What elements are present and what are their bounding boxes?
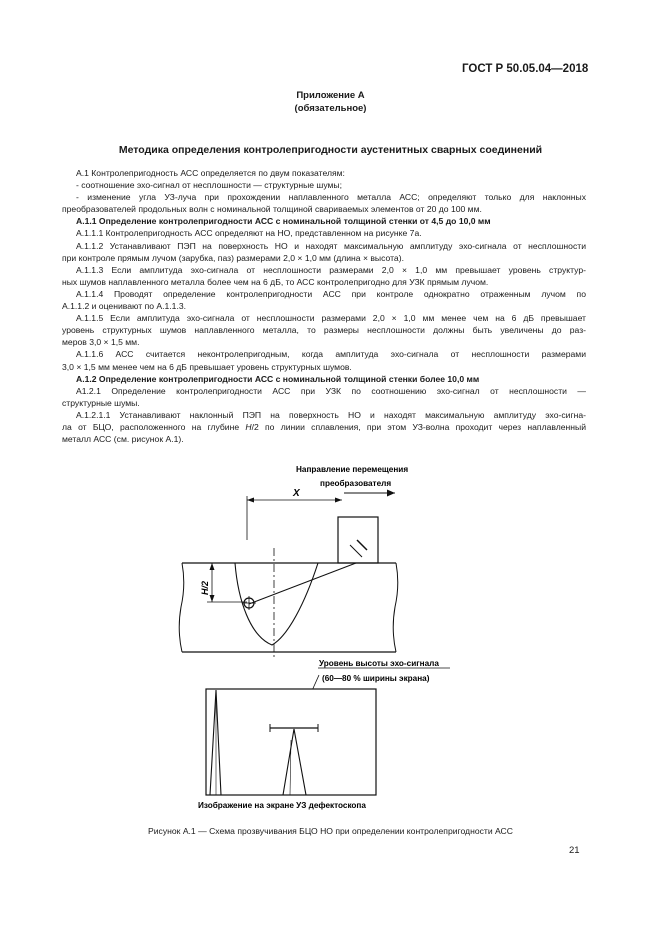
paragraph: А.1.1.4 Проводят определение контролепригодности АСС при контроле однократно отраженным лучом по bbox=[76, 288, 586, 299]
dimension-h2-label: H/2 bbox=[200, 580, 210, 595]
text-run: /2 по линии сплавления, при этом УЗ-волна проходит через наплавленный bbox=[251, 421, 586, 432]
paragraph: А.1.1.1 Контролепригодность АСС определяют на НО, представленном на рисунке 7а. bbox=[76, 228, 422, 239]
paragraph: А.1.1.2 Устанавливают ПЭП на поверхность НО и находят максимальную амплитуду эхо-сигнала от несплошности bbox=[76, 240, 586, 251]
direction-label-2: преобразователя bbox=[320, 479, 392, 488]
dimension-arrowhead bbox=[335, 498, 342, 503]
screen-label: Изображение на экране УЗ дефектоскопа bbox=[198, 801, 366, 810]
dimension-arrowhead bbox=[210, 563, 215, 570]
direction-arrowhead bbox=[387, 490, 395, 497]
figure-caption: Рисунок А.1 — Схема прозвучивания БЦО НО при определении контролепригодности АСС bbox=[148, 826, 513, 836]
paragraph-line: металл АСС (см. рисунок А.1). bbox=[62, 434, 184, 445]
dimension-arrowhead bbox=[210, 595, 215, 602]
paragraph-line: 3,0 × 1,5 мм менее чем на 6 дБ превышает уровень структурных шумов. bbox=[62, 361, 352, 372]
section-title: Методика определения контролепригодности аустенитных сварных соединений bbox=[118, 144, 543, 156]
plate-break-right bbox=[393, 563, 398, 652]
paragraph-line: меров 3,0 × 1,5 мм. bbox=[62, 337, 140, 348]
plate-break-left bbox=[179, 563, 184, 652]
annex-title: Приложение А bbox=[296, 90, 365, 101]
paragraph: А.1.1.5 Если амплитуда эхо-сигнала от несплошности размерами 2,0 × 1,0 мм менее чем на 6 дБ превышает bbox=[76, 313, 586, 324]
dimension-x-label: X bbox=[293, 488, 300, 499]
variable-h: H bbox=[245, 421, 252, 432]
echo-level-label-2: (60—80 % ширины экрана) bbox=[322, 674, 430, 683]
annex-status: (обязательное) bbox=[294, 103, 367, 114]
paragraph: А.1 Контролепригодность АСС определяется по двум показателям: bbox=[76, 168, 345, 178]
direction-label-1: Направление перемещения bbox=[296, 465, 409, 474]
paragraph-line: А.1.1.2 и оценивают по А.1.1.3. bbox=[62, 301, 187, 312]
weld-fusion-line bbox=[235, 563, 318, 645]
list-item: - соотношение эхо-сигнал от несплошности — структурные шумы; bbox=[76, 180, 342, 191]
paragraph: А.1.1.3 Если амплитуда эхо-сигнала от несплошности размерами 2,0 × 1,0 мм превышает уровень структур- bbox=[76, 264, 586, 275]
paragraph-line: уровень структурных шумов наплавленного металла, то размеры несплошности должны быть увеличены до раз- bbox=[62, 325, 586, 336]
ultrasonic-beam bbox=[249, 563, 356, 604]
paragraph: А.1.2.1.1 Устанавливают наклонный ПЭП на поверхность НО и находят максимальную амплитуду эхо-сигна- bbox=[76, 409, 586, 420]
page-number: 21 bbox=[569, 845, 580, 856]
paragraph: А1.2.1 Определение контролепригодности АСС при УЗК по соотношению эхо-сигнал от несплошности — bbox=[76, 385, 586, 396]
subsection-heading: А.1.2 Определение контролепригодности АСС с номинальной толщиной стенки более 10,0 мм bbox=[76, 373, 480, 384]
paragraph: А.1.1.6 АСС считается неконтролепригодным, когда амплитуда эхо-сигнала от несплошности размерами bbox=[76, 349, 586, 360]
paragraph-line: структурные шумы. bbox=[62, 397, 140, 408]
paragraph-line: преобразователей продольных волн с номинальной толщиной свариваемых элементов от 20 до 100 мм. bbox=[62, 204, 482, 215]
text-run: ла от БЦО, расположенного на глубине bbox=[62, 421, 246, 432]
list-item: - изменение угла УЗ-луча при прохождении наплавленного металла АСС; определяют только для наклонных bbox=[76, 192, 586, 203]
document-id: ГОСТ Р 50.05.04—2018 bbox=[462, 63, 589, 75]
echo-level-label-1: Уровень высоты эхо-сигнала bbox=[319, 659, 439, 668]
subsection-heading: А.1.1 Определение контролепригодности АСС с номинальной толщиной стенки от 4,5 до 10,0 мм bbox=[76, 216, 491, 227]
paragraph-line: при контроле прямым лучом (зарубка, паз) размерами 2,0 × 1,0 мм (длина × высота). bbox=[62, 252, 404, 263]
dimension-arrowhead bbox=[247, 498, 254, 503]
paragraph-line: ных шумов наплавленного металла более чем на 6 дБ, то АСС контролепригодно для УЗК прямым лучом. bbox=[62, 276, 489, 287]
